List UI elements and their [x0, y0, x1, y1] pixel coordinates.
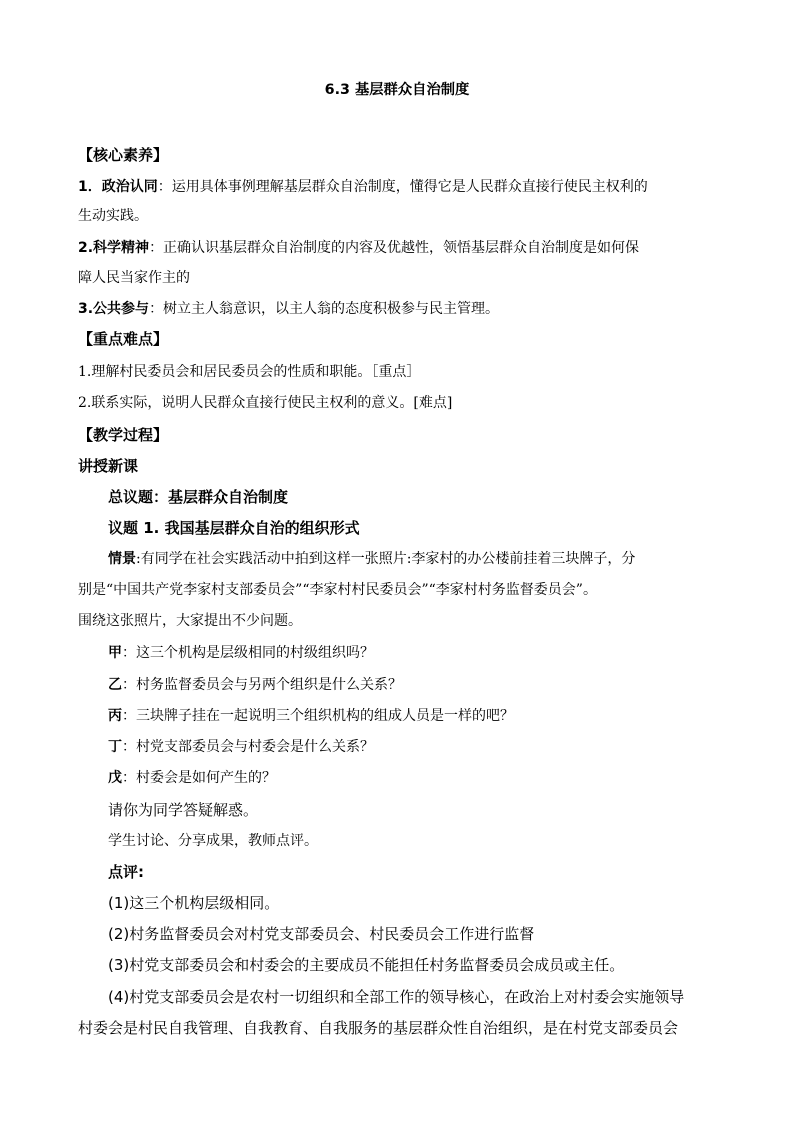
question-4: [108, 737, 374, 757]
core-item-1-continued: 生动实践。: [78, 208, 148, 224]
page-title: 6.3 基层群众自治制度: [324, 82, 470, 98]
scene-line-3: 围绕这张照片，大家提出不少问题。: [78, 613, 302, 629]
comment-2: (2)村务监督委员会对村党支部委员会、村民委员会工作进行监督: [108, 925, 535, 943]
core-item-3: [78, 299, 499, 319]
core-item-2-label: 2.科学精神: [78, 240, 150, 256]
process-heading: 【教学过程】: [78, 426, 169, 444]
ask-prompt: 请你为同学答疑解惑。: [108, 801, 259, 819]
core-item-3-label: 3.公共参与: [78, 301, 150, 317]
comment-3: (3)村党支部委员会和村委会的主要成员不能担任村务监督委员会成员或主任。: [108, 956, 625, 974]
question-3: [108, 706, 514, 726]
process-subheading: 讲授新课: [78, 457, 139, 475]
question-5-text: ：村委会是如何产生的？: [122, 770, 276, 786]
scene-label: 情景: [108, 551, 136, 567]
question-5-speaker: 戊: [108, 770, 122, 786]
core-heading: 【核心素养】: [78, 146, 169, 164]
scene-line-1: [108, 549, 635, 569]
question-2: [108, 675, 402, 695]
topic-1: 议题 1. 我国基层群众自治的组织形式: [108, 519, 360, 537]
main-topic: 总议题：基层群众自治制度: [108, 488, 289, 506]
key-item-2: 2.联系实际，说明人民群众直接行使民主权利的意义。[难点]: [78, 395, 453, 411]
key-heading: 【重点难点】: [78, 330, 169, 348]
question-2-speaker: 乙: [108, 677, 122, 693]
question-5: [108, 768, 276, 788]
question-1-speaker: 甲: [108, 645, 122, 661]
core-item-1-text: ：运用具体事例理解基层群众自治制度，懂得它是人民群众直接行使民主权利的: [157, 179, 648, 195]
core-item-2: [78, 238, 639, 258]
question-4-speaker: 丁: [108, 739, 122, 755]
question-1-text: ：这三个机构是层级相同的村级组织吗？: [122, 645, 374, 661]
core-item-3-text: ：树立主人翁意识，以主人翁的态度积极参与民主管理。: [149, 301, 500, 317]
comment-4-continued: 村委会是村民自我管理、自我教育、自我服务的基层群众性自治组织，是在村党支部委员会: [78, 1019, 679, 1037]
scene-line-2: 别是“中国共产党李家村支部委员会”“李家村村民委员会”“李家村村务监督委员会”。: [78, 582, 597, 598]
comment-1: (1)这三个机构层级相同。: [108, 894, 280, 912]
question-3-speaker: 丙: [108, 708, 122, 724]
comment-4: (4)村党支部委员会是农村一切组织和全部工作的领导核心，在政治上对村委会实施领导: [108, 988, 685, 1006]
question-2-text: ：村务监督委员会与另两个组织是什么关系？: [122, 677, 402, 693]
question-3-text: ：三块牌子挂在一起说明三个组织机构的组成人员是一样的吧？: [122, 708, 514, 724]
scene-text: :有同学在社会实践活动中拍到这样一张照片:李家村的办公楼前挂着三块牌子，分: [136, 551, 636, 567]
key-item-1: 1.理解村民委员会和居民委员会的性质和职能。［重点］: [78, 364, 421, 380]
core-item-1: [78, 177, 648, 197]
question-1: [108, 643, 374, 663]
core-item-1-label: 1．政治认同: [78, 179, 158, 195]
core-item-2-continued: 障人民当家作主的: [78, 270, 190, 286]
question-4-text: ：村党支部委员会与村委会是什么关系？: [122, 739, 374, 755]
core-item-2-text: ：正确认识基层群众自治制度的内容及优越性，领悟基层群众自治制度是如何保: [149, 240, 640, 256]
activity-note: 学生讨论、分享成果，教师点评。: [108, 833, 318, 849]
comment-label: 点评:: [108, 863, 144, 881]
